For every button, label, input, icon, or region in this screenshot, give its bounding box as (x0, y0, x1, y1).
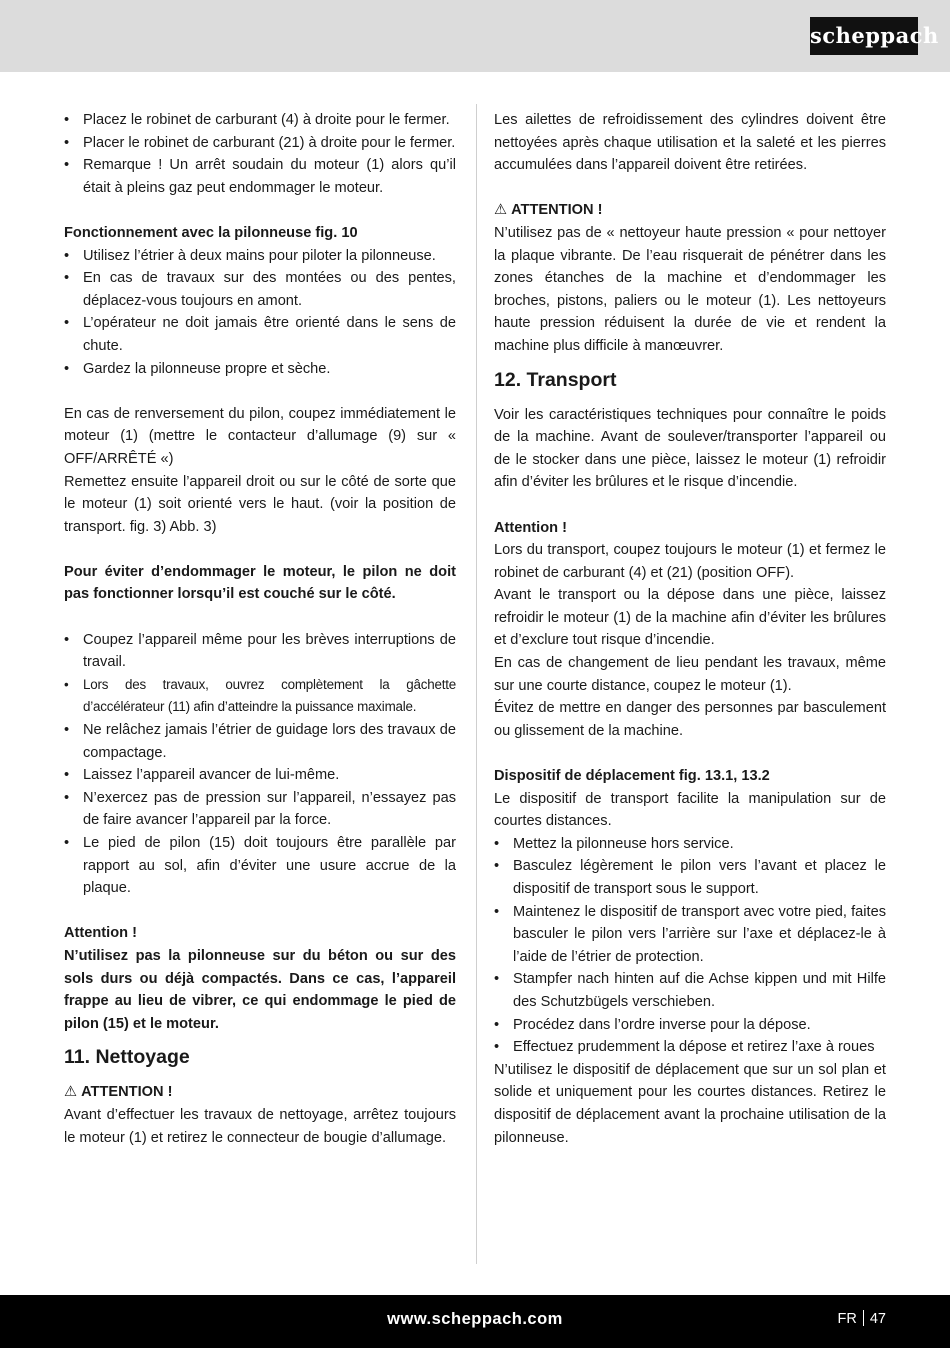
list-item: • Coupez l’appareil même pour les brèves interruptions de travail. (64, 629, 456, 674)
header-band (0, 0, 950, 72)
operation-list (64, 245, 456, 381)
column-divider (476, 104, 477, 1264)
language-code: FR (837, 1311, 857, 1327)
list-item: • Mettez la pilonneuse hors service. (494, 833, 886, 856)
footer-bar (0, 1295, 950, 1348)
operation-heading: Fonctionnement avec la pilonneuse fig. 10 (64, 224, 358, 241)
list-item: • Remarque ! Un arrêt soudain du moteur (1) alors qu’il était à pleins gaz peut endommager le moteur. (64, 154, 456, 199)
list-item: • Ne relâchez jamais l’étrier de guidage lors des travaux de compactage. (64, 719, 456, 764)
righten-paragraph: Remettez ensuite l’appareil droit ou sur le côté de sorte que le moteur (1) soit orienté vers le haut. (voir la position de transport. fig. 3) Abb. 3) (64, 473, 456, 535)
brand-logo: scheppach (810, 17, 918, 55)
cleaning-warning (64, 1081, 456, 1104)
page-number: 47 (869, 1311, 886, 1327)
section-heading-cleaning: 11. Nettoyage (64, 1046, 190, 1069)
list-item: • Basculez légèrement le pilon vers l’avant et placez le dispositif de transport sous le support. (494, 855, 886, 900)
warning-label: ATTENTION ! (511, 202, 603, 219)
list-item: • Utilisez l’étrier à deux mains pour piloter la pilonneuse. (64, 245, 456, 268)
usage-list (64, 629, 456, 900)
list-item: • Gardez la pilonneuse propre et sèche. (64, 358, 456, 381)
attention-label: Attention ! (494, 519, 567, 536)
cleaning-text: Avant d’effectuer les travaux de nettoyage, arrêtez toujours le moteur (1) et retirez le connecteur de bougie d’allumage. (64, 1106, 456, 1146)
pressure-cleaner-text: N’utilisez pas de « nettoyeur haute pression « pour nettoyer la plaque vibrante. De l’eau risquerait de pénétrer dans les zones étanches de la machine et d’endommager les broches, pistons, paliers ou le moteur (1). Les nettoyeurs haute pression réduisent la durée de vie et rendent la machine plus difficile à manœuvrer. (494, 224, 886, 354)
attention-label: Attention ! (64, 925, 137, 942)
page-separator (863, 1310, 864, 1326)
engine-damage-warning: Pour éviter d’endommager le moteur, le pilon ne doit pas fonctionner lorsqu’il est couché sur le côté. (64, 563, 456, 603)
website-link[interactable]: www.scheppach.com (387, 1310, 563, 1328)
list-item: • Stampfer nach hinten auf die Achse kippen und mit Hilfe des Schutzbügels verschieben. (494, 968, 886, 1013)
fuel-valve-list (64, 109, 456, 199)
list-item: • Laissez l’appareil avancer de lui-même. (64, 764, 456, 787)
device-intro: Le dispositif de transport facilite la manipulation sur de courtes distances. (494, 790, 886, 830)
device-outro: N’utilisez le dispositif de déplacement que sur un sol plan et solide et uniquement pour les courtes distances. Retirez le dispositif de déplacement avant la prochaine utilisation de la pilonneuse. (494, 1061, 886, 1146)
warning-triangle-icon: ⚠ (64, 1084, 78, 1101)
warning-triangle-icon: ⚠ (494, 202, 508, 219)
section-heading-transport: 12. Transport (494, 368, 617, 391)
left-column (64, 109, 456, 1149)
overturn-paragraph: En cas de renversement du pilon, coupez immédiatement le moteur (1) (mettre le contacteur d’allumage (9) sur « OFF/ARRÊTÉ «) (64, 405, 456, 467)
attention-line: En cas de changement de lieu pendant les travaux, même sur une courte distance, coupez le moteur (1). (494, 655, 886, 694)
list-item: • Le pied de pilon (15) doit toujours être parallèle par rapport au sol, afin d’éviter une usure accrue de la plaque. (64, 832, 456, 900)
list-item: • L’opérateur ne doit jamais être orienté dans le sens de chute. (64, 312, 456, 357)
list-item: • En cas de travaux sur des montées ou des pentes, déplacez-vous toujours en amont. (64, 267, 456, 312)
list-item: • Effectuez prudemment la dépose et retirez l’axe à roues (494, 1036, 886, 1059)
attention-line: Évitez de mettre en danger des personnes par basculement ou glissement de la machine. (494, 700, 886, 739)
attention-line: Lors du transport, coupez toujours le moteur (1) et fermez le robinet de carburant (4) et (21) (position OFF). (494, 542, 886, 581)
list-item: • Lors des travaux, ouvrez complètement la gâchette d’accélérateur (11) afin d’atteindre la puissance maximale. (64, 674, 456, 719)
list-item: • Placez le robinet de carburant (4) à droite pour le fermer. (64, 109, 456, 132)
warning-label: ATTENTION ! (81, 1084, 173, 1101)
list-item: • N’exercez pas de pression sur l’appareil, n’essayez pas de faire avancer l’appareil par la force. (64, 787, 456, 832)
transport-text: Voir les caractéristiques techniques pour connaître le poids de la machine. Avant de soulever/transporter l’appareil ou de le stocker dans une pièce, laissez le moteur (1) refroidir afin d’éviter les brûlures et le risque d’incendie. (494, 406, 886, 491)
page-indicator (838, 1308, 886, 1331)
device-list (494, 833, 886, 1059)
attention-line: Avant le transport ou la dépose dans une pièce, laissez refroidir le moteur (1) de la machine afin d’éviter les brûlures et d’exclure tout risque d’incendie. (494, 587, 886, 649)
attention-text: N’utilisez pas la pilonneuse sur du béton ou sur des sols durs ou déjà compactés. Dans ce cas, l’appareil frappe au lieu de vibrer, ce qui endommage le pied de pilon (15) et le moteur. (64, 947, 456, 1032)
device-heading: Dispositif de déplacement fig. 13.1, 13.2 (494, 768, 770, 785)
right-column (494, 109, 886, 1149)
list-item: • Placer le robinet de carburant (21) à droite pour le fermer. (64, 132, 456, 155)
cooling-fins-text: Les ailettes de refroidissement des cylindres doivent être nettoyées après chaque utilisation et la saleté et les pierres accumulées dans l’appareil doivent être retirées. (494, 112, 886, 174)
list-item: • Procédez dans l’ordre inverse pour la dépose. (494, 1014, 886, 1037)
list-item: • Maintenez le dispositif de transport avec votre pied, faites basculer le pilon vers l’arrière sur l’axe et déplacez-le à l’aide de l’étrier de protection. (494, 901, 886, 969)
pressure-warning (494, 199, 886, 222)
